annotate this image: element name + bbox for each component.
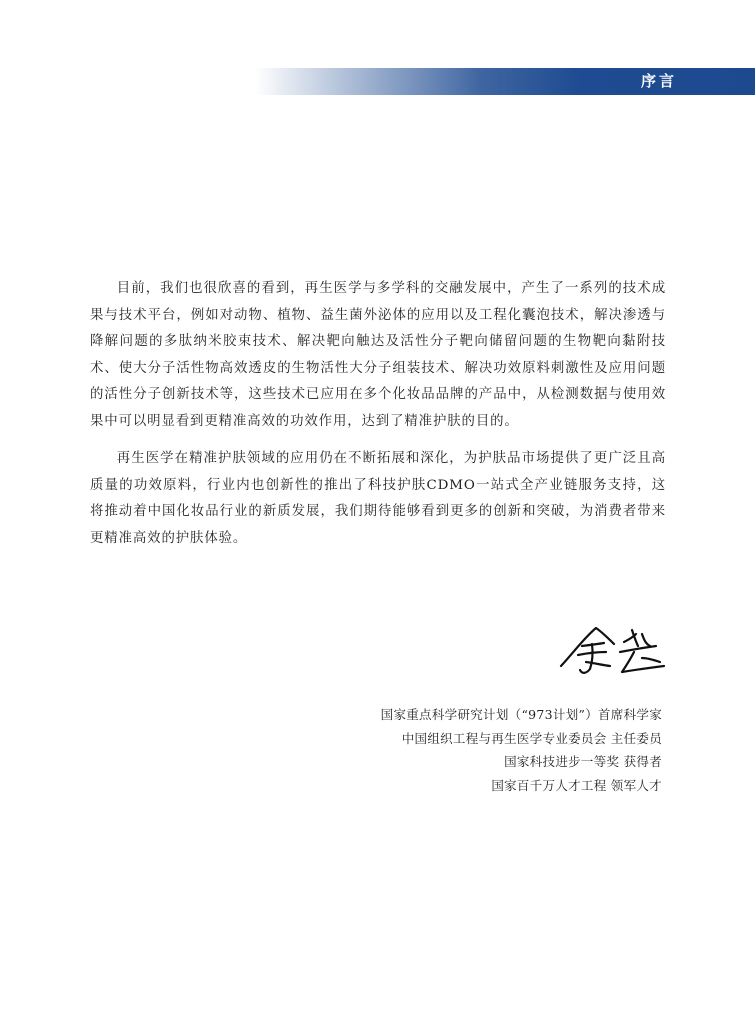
body-text [90, 276, 666, 563]
section-title: 序言 [640, 72, 677, 90]
handwritten-signature [556, 622, 671, 680]
credential-line: 国家重点科学研究计划（“973计划”）首席科学家 [380, 707, 662, 722]
paragraph-1: 目前，我们也很欣喜的看到，再生医学与多学科的交融发展中，产生了一系列的技术成果与技术平台，例如对动物、植物、益生菌外泌体的应用以及工程化囊泡技术，解决渗透与降解问题的多肽纳米胶束技术、解决靶向触达及活性分子靶向储留问题的生物靶向黏附技术、使大分子活性物高效透皮的生物活性大分子组装技术、解决功效原料刺激性及应用问题的活性分子创新技术等，这些技术已应用在多个化妆品品牌的产品中，从检测数据与使用效果中可以明显看到更精准高效的功效作用，达到了精准护肤的目的。 [90, 281, 666, 429]
header-bar [255, 68, 755, 95]
credential-line: 中国组织工程与再生医学专业委员会 主任委员 [401, 730, 662, 746]
paragraph-2: 再生医学在精准护肤领域的应用仍在不断拓展和深化，为护肤品市场提供了更广泛且高质量的功效原料，行业内也创新性的推出了科技护肤CDMO一站式全产业链服务支持，这将推动着中国化妆品行业的新质发展，我们期待能够看到更多的创新和突破，为消费者带来更精准高效的护肤体验。 [90, 451, 666, 546]
credential-line: 国家百千万人才工程 领军人才 [491, 777, 662, 793]
credential-line: 国家科技进步一等奖 获得者 [504, 754, 662, 769]
author-credentials [381, 703, 662, 797]
